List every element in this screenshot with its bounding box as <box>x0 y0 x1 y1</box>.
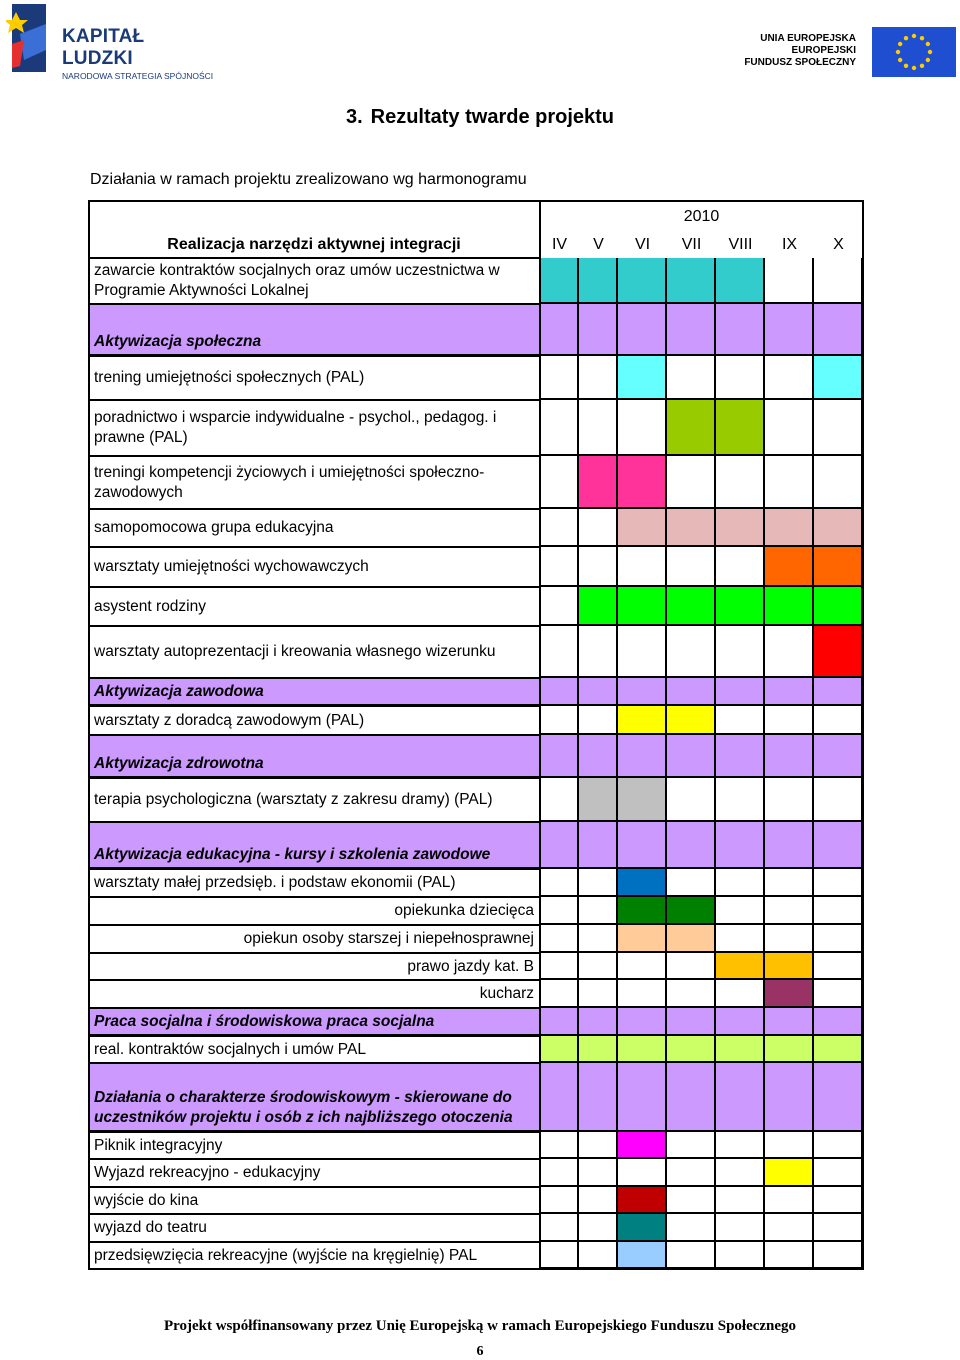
row-divider <box>88 1241 540 1243</box>
schedule-cell <box>765 953 814 980</box>
schedule-cell <box>579 587 618 626</box>
schedule-cell <box>667 925 716 953</box>
schedule-cell <box>579 1008 618 1036</box>
schedule-cell <box>579 778 618 822</box>
row-divider <box>88 979 540 981</box>
schedule-cell <box>667 626 716 678</box>
row-divider <box>88 821 540 823</box>
schedule-cell <box>667 1187 716 1214</box>
schedule-cell <box>579 400 618 456</box>
activity-row-label <box>88 1036 540 1063</box>
activity-row-label <box>88 925 540 953</box>
schedule-cell <box>618 1214 667 1242</box>
activity-row-label <box>88 356 540 400</box>
schedule-cell <box>667 1242 716 1269</box>
schedule-cell <box>618 980 667 1008</box>
activity-row-label <box>88 258 540 304</box>
funding-footer: Projekt współfinansowany przez Unię Europejską w ramach Europejskiego Funduszu Społecznego <box>163 1318 797 1334</box>
schedule-cell <box>579 626 618 678</box>
schedule-cell <box>814 356 863 400</box>
kapital-ludzki-logo <box>6 4 216 81</box>
schedule-cell <box>765 1187 814 1214</box>
schedule-cell <box>667 869 716 897</box>
schedule-cell <box>765 706 814 735</box>
schedule-cell <box>716 1214 765 1242</box>
schedule-cell <box>667 678 716 706</box>
schedule-cell <box>540 1036 579 1063</box>
schedule-cell <box>716 304 765 356</box>
row-label: Aktywizacja zdrowotna <box>94 755 264 772</box>
row-divider <box>88 257 540 259</box>
row-divider <box>88 355 540 357</box>
schedule-cell <box>716 980 765 1008</box>
schedule-cell <box>667 778 716 822</box>
row-divider <box>88 1062 540 1064</box>
schedule-cell <box>716 1159 765 1187</box>
schedule-cell <box>814 735 863 778</box>
schedule-cell <box>765 1008 814 1036</box>
row-label: asystent rodziny <box>94 597 206 615</box>
schedule-cell <box>765 1063 814 1132</box>
schedule-cell <box>618 897 667 925</box>
schedule-cell <box>765 778 814 822</box>
activity-row-label <box>88 587 540 626</box>
schedule-cell <box>667 822 716 869</box>
schedule-cell <box>540 587 579 626</box>
schedule-cell <box>540 1063 579 1132</box>
month-header: VI <box>634 236 651 253</box>
schedule-cell <box>540 980 579 1008</box>
row-divider <box>88 1158 540 1160</box>
row-label: wyjazd do teatru <box>94 1219 207 1236</box>
schedule-cell <box>618 1159 667 1187</box>
schedule-cell <box>765 1132 814 1159</box>
schedule-cell <box>814 258 863 304</box>
schedule-cell <box>765 678 814 706</box>
eu-line1: UNIA EUROPEJSKA <box>760 33 856 44</box>
schedule-cell <box>667 1132 716 1159</box>
row-divider <box>88 924 540 926</box>
row-label: Aktywizacja zawodowa <box>94 683 264 700</box>
section-row-label <box>88 678 540 706</box>
schedule-cell <box>579 735 618 778</box>
schedule-cell <box>667 1008 716 1036</box>
schedule-cell <box>814 400 863 456</box>
schedule-cell <box>814 1242 863 1269</box>
schedule-cell <box>716 1008 765 1036</box>
schedule-cell <box>667 509 716 547</box>
schedule-cell <box>814 626 863 678</box>
schedule-cell <box>814 1159 863 1187</box>
activity-row-label <box>88 897 540 925</box>
schedule-cell <box>579 953 618 980</box>
schedule-cell <box>716 678 765 706</box>
schedule-cell <box>765 509 814 547</box>
schedule-cell <box>814 678 863 706</box>
schedule-cell <box>814 706 863 735</box>
schedule-cell <box>765 587 814 626</box>
row-divider <box>88 777 540 779</box>
schedule-cell <box>765 456 814 509</box>
schedule-cell <box>579 1036 618 1063</box>
schedule-cell <box>540 509 579 547</box>
schedule-cell <box>618 456 667 509</box>
schedule-cell <box>579 897 618 925</box>
section-row-label <box>88 1063 540 1132</box>
activity-row-label <box>88 1132 540 1159</box>
schedule-cell <box>765 1214 814 1242</box>
activity-row-label <box>88 980 540 1008</box>
row-label: opiekunka dziecięca <box>394 902 534 919</box>
row-label: warsztaty małej przedsięb. i podstaw ekonomii (PAL) <box>94 874 456 891</box>
month-header: IV <box>551 236 568 253</box>
schedule-cell <box>716 1132 765 1159</box>
schedule-cell <box>540 1132 579 1159</box>
schedule-cell <box>814 1008 863 1036</box>
schedule-cell <box>618 356 667 400</box>
schedule-cell <box>540 456 579 509</box>
schedule-cell <box>618 678 667 706</box>
schedule-cell <box>540 258 579 304</box>
month-header: VII <box>681 236 702 253</box>
activity-row-label <box>88 1242 540 1269</box>
schedule-cell <box>667 1214 716 1242</box>
schedule-cell <box>579 258 618 304</box>
schedule-cell <box>814 1214 863 1242</box>
activity-row-label <box>88 869 540 897</box>
activity-row-label <box>88 778 540 822</box>
schedule-cell <box>716 735 765 778</box>
schedule-cell <box>618 1063 667 1132</box>
row-label: zawarcie kontraktów socjalnych oraz umów uczestnictwa w Programie Aktywności Lokalnej <box>94 262 500 299</box>
schedule-cell <box>540 778 579 822</box>
schedule-cell <box>667 1036 716 1063</box>
schedule-cell <box>618 925 667 953</box>
section-row-label <box>88 735 540 778</box>
row-label: Praca socjalna i środowiskowa praca socjalna <box>94 1013 435 1030</box>
schedule-cell <box>814 778 863 822</box>
activity-row-label <box>88 706 540 735</box>
row-label: Aktywizacja edukacyjna - kursy i szkolenia zawodowe <box>94 846 491 863</box>
intro-text: Działania w ramach projektu zrealizowano wg harmonogramu <box>90 171 527 188</box>
table-bottom-border <box>88 1268 864 1270</box>
month-header: VIII <box>728 236 753 253</box>
row-label: Działania o charakterze środowiskowym - skierowane do uczestników projektu i osób z ich najbliższego otoczenia <box>94 1089 513 1126</box>
schedule-cell <box>540 1159 579 1187</box>
kapital-ludzki-title: KAPITAŁ LUDZKI <box>62 26 145 69</box>
row-divider <box>88 303 540 305</box>
kapital-ludzki-emblem-icon <box>6 4 46 72</box>
row-divider <box>88 868 540 870</box>
row-label: Piknik integracyjny <box>94 1136 223 1154</box>
schedule-cell <box>667 547 716 587</box>
row-label: trening umiejętności społecznych (PAL) <box>94 369 365 386</box>
activity-row-label <box>88 547 540 587</box>
schedule-cell <box>579 1187 618 1214</box>
schedule-cell <box>765 356 814 400</box>
schedule-cell <box>814 1132 863 1159</box>
schedule-cell <box>618 1036 667 1063</box>
schedule-cell <box>716 547 765 587</box>
schedule-cell <box>579 1159 618 1187</box>
schedule-cell <box>579 678 618 706</box>
schedule-cell <box>814 1187 863 1214</box>
activity-row-label <box>88 509 540 547</box>
row-label: Wyjazd rekreacyjno - edukacyjny <box>94 1164 321 1181</box>
row-divider <box>88 1131 540 1133</box>
table-top-border <box>88 200 864 202</box>
schedule-cell <box>716 626 765 678</box>
row-divider <box>88 586 540 588</box>
schedule-cell <box>540 1008 579 1036</box>
schedule-cell <box>765 735 814 778</box>
schedule-cell <box>618 1008 667 1036</box>
month-header: V <box>593 236 604 253</box>
kapital-ludzki-subtitle: NARODOWA STRATEGIA SPÓJNOŚCI <box>62 71 214 81</box>
row-label: kucharz <box>479 985 534 1002</box>
schedule-cell <box>540 869 579 897</box>
eu-logo <box>740 27 956 79</box>
schedule-cell <box>618 626 667 678</box>
activity-row-label <box>88 1187 540 1214</box>
schedule-cell <box>716 953 765 980</box>
row-label: prawo jazdy kat. B <box>407 957 534 975</box>
row-divider <box>88 1213 540 1215</box>
schedule-cell <box>579 1132 618 1159</box>
row-divider <box>88 1007 540 1009</box>
eu-flag-icon <box>872 27 956 77</box>
schedule-cell <box>716 822 765 869</box>
schedule-cell <box>540 925 579 953</box>
row-label: opiekun osoby starszej i niepełnosprawnej <box>243 930 534 947</box>
section-heading <box>0 106 960 129</box>
schedule-cell <box>667 897 716 925</box>
row-divider <box>88 546 540 548</box>
schedule-cell <box>716 509 765 547</box>
schedule-cell <box>618 258 667 304</box>
schedule-cell <box>716 1187 765 1214</box>
schedule-cell <box>540 1242 579 1269</box>
activity-row-label <box>88 1214 540 1242</box>
schedule-cell <box>765 1159 814 1187</box>
schedule-cell <box>618 735 667 778</box>
row-divider <box>88 399 540 401</box>
page-number: 6 <box>476 1344 484 1359</box>
row-divider <box>88 625 540 627</box>
row-label: wyjście do kina <box>94 1191 199 1209</box>
schedule-cell <box>618 547 667 587</box>
schedule-cell <box>540 678 579 706</box>
schedule-cell <box>814 822 863 869</box>
schedule-cell <box>540 356 579 400</box>
schedule-cell <box>716 1036 765 1063</box>
schedule-cell <box>716 1242 765 1269</box>
schedule-cell <box>618 400 667 456</box>
schedule-cell <box>618 869 667 897</box>
row-divider <box>88 952 540 954</box>
activity-row-label <box>88 400 540 456</box>
schedule-cell <box>667 587 716 626</box>
schedule-cell <box>814 547 863 587</box>
row-divider <box>88 677 540 679</box>
schedule-cell <box>765 1242 814 1269</box>
section-row-label <box>88 1008 540 1036</box>
table-title: Realizacja narzędzi aktywnej integracji <box>167 236 461 253</box>
schedule-cell <box>618 778 667 822</box>
activity-row-label <box>88 626 540 678</box>
schedule-cell <box>667 953 716 980</box>
schedule-cell <box>579 1214 618 1242</box>
schedule-cell <box>667 706 716 735</box>
row-label: terapia psychologiczna (warsztaty z zakresu dramy) (PAL) <box>94 791 493 808</box>
schedule-cell <box>667 1063 716 1132</box>
schedule-cell <box>540 706 579 735</box>
schedule-cell <box>579 925 618 953</box>
month-header: X <box>833 236 844 253</box>
year-header: 2010 <box>683 208 720 225</box>
schedule-cell <box>579 822 618 869</box>
schedule-cell <box>540 1214 579 1242</box>
schedule-cell <box>716 778 765 822</box>
eu-line2: EUROPEJSKI <box>791 45 856 56</box>
row-label: przedsięwzięcia rekreacyjne (wyjście na kręgielnię) PAL <box>94 1246 478 1264</box>
schedule-cell <box>814 587 863 626</box>
schedule-cell <box>765 304 814 356</box>
schedule-cell <box>618 1187 667 1214</box>
schedule-cell <box>579 869 618 897</box>
schedule-cell <box>814 980 863 1008</box>
schedule-cell <box>618 1132 667 1159</box>
schedule-cell <box>579 1242 618 1269</box>
row-label: treningi kompetencji życiowych i umiejętności społeczno-zawodowych <box>94 463 485 501</box>
schedule-cell <box>716 400 765 456</box>
schedule-cell <box>765 980 814 1008</box>
month-header: IX <box>781 236 798 253</box>
row-label: warsztaty umiejętności wychowawczych <box>94 558 369 575</box>
schedule-cell <box>667 258 716 304</box>
row-divider <box>88 705 540 707</box>
schedule-cell <box>765 822 814 869</box>
schedule-cell <box>814 456 863 509</box>
schedule-cell <box>540 897 579 925</box>
schedule-cell <box>618 304 667 356</box>
schedule-cell <box>765 258 814 304</box>
schedule-cell <box>540 1187 579 1214</box>
row-label: warsztaty z doradcą zawodowym (PAL) <box>94 711 365 729</box>
row-divider <box>88 1186 540 1188</box>
schedule-cell <box>579 509 618 547</box>
schedule-cell <box>540 735 579 778</box>
schedule-cell <box>716 258 765 304</box>
row-divider <box>88 1035 540 1037</box>
schedule-cell <box>814 1036 863 1063</box>
section-row-label <box>88 822 540 869</box>
schedule-cell <box>716 456 765 509</box>
schedule-cell <box>667 304 716 356</box>
schedule-cell <box>716 897 765 925</box>
section-number: 3. <box>345 106 363 128</box>
schedule-table <box>88 200 863 1269</box>
schedule-cell <box>765 547 814 587</box>
row-label: Aktywizacja społeczna <box>94 333 262 350</box>
row-divider <box>88 734 540 736</box>
schedule-cell <box>716 1063 765 1132</box>
eu-line3: FUNDUSZ SPOŁECZNY <box>744 57 856 68</box>
schedule-cell <box>814 897 863 925</box>
schedule-cell <box>716 587 765 626</box>
schedule-cell <box>814 509 863 547</box>
schedule-cell <box>667 735 716 778</box>
row-divider <box>88 508 540 510</box>
schedule-cell <box>814 953 863 980</box>
table-right-border <box>862 200 864 1269</box>
schedule-cell <box>540 400 579 456</box>
schedule-cell <box>765 869 814 897</box>
schedule-cell <box>667 1159 716 1187</box>
schedule-cell <box>540 822 579 869</box>
schedule-cell <box>716 356 765 400</box>
schedule-cell <box>579 304 618 356</box>
schedule-cell <box>667 400 716 456</box>
schedule-cell <box>618 953 667 980</box>
section-row-label <box>88 304 540 356</box>
schedule-cell <box>765 400 814 456</box>
row-label: poradnictwo i wsparcie indywidualne - psychol., pedagog. i prawne (PAL) <box>94 409 497 446</box>
row-label: warsztaty autoprezentacji i kreowania własnego wizerunku <box>94 643 496 660</box>
schedule-cell <box>540 953 579 980</box>
schedule-cell <box>618 706 667 735</box>
schedule-cell <box>716 869 765 897</box>
schedule-cell <box>667 356 716 400</box>
schedule-cell <box>667 980 716 1008</box>
schedule-cell <box>618 822 667 869</box>
activity-row-label <box>88 1159 540 1187</box>
schedule-cell <box>765 626 814 678</box>
schedule-cell <box>618 1242 667 1269</box>
schedule-cell <box>579 356 618 400</box>
row-label: real. kontraktów socjalnych i umów PAL <box>94 1040 366 1058</box>
schedule-cell <box>814 1063 863 1132</box>
schedule-cell <box>716 925 765 953</box>
schedule-cell <box>667 456 716 509</box>
row-label: samopomocowa grupa edukacyjna <box>94 519 334 536</box>
schedule-cell <box>579 456 618 509</box>
schedule-cell <box>618 509 667 547</box>
schedule-cell <box>814 304 863 356</box>
schedule-cell <box>579 1063 618 1132</box>
row-divider <box>88 896 540 898</box>
schedule-cell <box>540 304 579 356</box>
activity-row-label <box>88 456 540 509</box>
schedule-cell <box>618 587 667 626</box>
row-divider <box>88 455 540 457</box>
activity-row-label <box>88 953 540 980</box>
schedule-cell <box>540 626 579 678</box>
schedule-cell <box>765 1036 814 1063</box>
schedule-cell <box>716 706 765 735</box>
schedule-cell <box>579 547 618 587</box>
schedule-cell <box>540 547 579 587</box>
schedule-cell <box>765 925 814 953</box>
schedule-cell <box>765 897 814 925</box>
schedule-cell <box>814 925 863 953</box>
schedule-cell <box>579 706 618 735</box>
section-title: Rezultaty twarde projektu <box>370 106 615 128</box>
schedule-cell <box>579 980 618 1008</box>
schedule-cell <box>814 869 863 897</box>
